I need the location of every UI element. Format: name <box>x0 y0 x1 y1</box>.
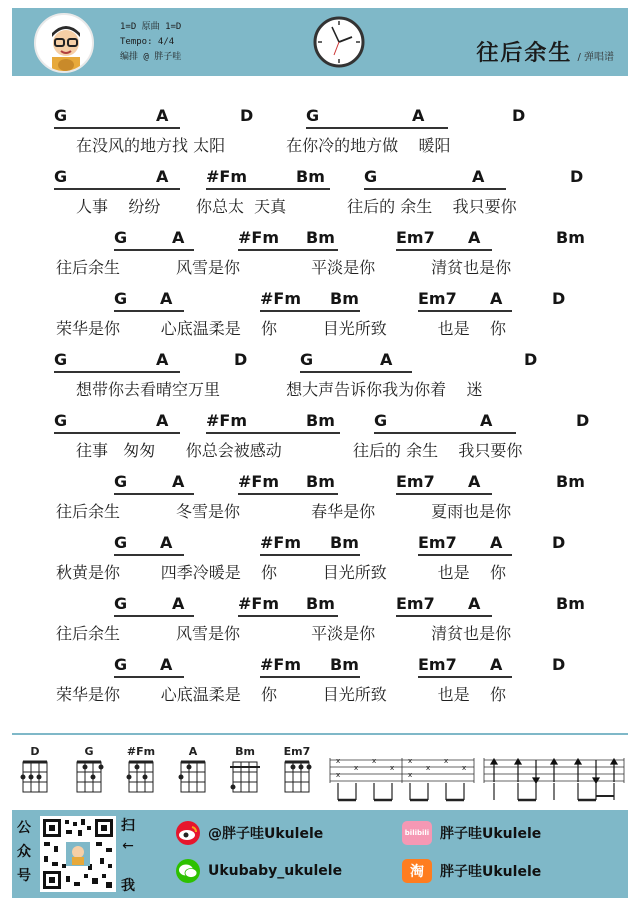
song-subtitle: / 弹唱谱 <box>577 52 614 63</box>
chord-underline <box>206 188 330 190</box>
chord-sheet <box>0 107 640 717</box>
chord-label: Em7 <box>396 594 435 613</box>
chord-label: Bm <box>330 533 359 552</box>
avatar-cartoon <box>34 13 94 73</box>
bilibili-link[interactable] <box>402 821 541 845</box>
picking-pattern-tab <box>328 756 476 804</box>
social-footer <box>12 810 628 898</box>
weibo-icon <box>176 821 200 845</box>
chord-label: G <box>374 411 388 430</box>
chord-label: A <box>380 350 393 369</box>
chord-underline <box>114 310 184 312</box>
chord-label: Bm <box>556 594 585 613</box>
chord-label: Em7 <box>418 289 457 308</box>
lyric-text: 往后余生 冬雪是你 春华是你 夏雨也是你 <box>56 502 512 521</box>
chord-label: Bm <box>306 594 335 613</box>
chord-label: #Fm <box>238 228 280 247</box>
chord-label: Bm <box>306 472 335 491</box>
chord-label: Bm <box>330 655 359 674</box>
lyric-line <box>0 290 640 351</box>
chord-label: #Fm <box>238 472 280 491</box>
chord-label: A <box>468 228 481 247</box>
chord-label: D <box>512 106 526 125</box>
taobao-link[interactable] <box>402 859 541 883</box>
chord-label: A <box>490 289 503 308</box>
chord-label: Bm <box>306 411 335 430</box>
chord-underline <box>238 615 338 617</box>
svg-text:x: x <box>444 757 449 765</box>
chord-label: D <box>240 106 254 125</box>
lyric-line <box>0 656 640 717</box>
svg-text:x: x <box>336 771 341 779</box>
chord-underline <box>54 432 180 434</box>
chord-underline <box>114 615 194 617</box>
svg-text:x: x <box>390 764 395 772</box>
chord-label: D <box>570 167 584 186</box>
lyric-text: 往后余生 风雪是你 平淡是你 清贫也是你 <box>56 258 512 277</box>
chord-underline <box>114 249 194 251</box>
chord-label: G <box>114 228 128 247</box>
chord-label: D <box>524 350 538 369</box>
svg-text:x: x <box>408 771 413 779</box>
chord-label: #Fm <box>238 594 280 613</box>
chord-label: Bm <box>306 228 335 247</box>
lyric-text: 在没风的地方找 太阳 在你冷的地方做 暖阳 <box>76 136 451 155</box>
chord-diagram-d <box>18 745 52 802</box>
chord-label: A <box>468 594 481 613</box>
chord-diagram-fsharp-m <box>124 745 158 802</box>
weibo-link[interactable] <box>176 821 323 845</box>
chord-label: A <box>160 655 173 674</box>
chord-underline <box>114 493 194 495</box>
chord-label: A <box>172 594 185 613</box>
svg-text:x: x <box>336 757 341 765</box>
chord-label: A <box>156 350 169 369</box>
bilibili-handle: 胖子哇Ukulele <box>440 826 542 842</box>
lyric-line <box>0 473 640 534</box>
section-divider <box>12 733 628 735</box>
taobao-handle: 胖子哇Ukulele <box>440 864 542 880</box>
chord-underline <box>114 554 184 556</box>
lyric-text: 荣华是你 心底温柔是 你 目光所致 也是 你 <box>56 685 507 704</box>
chord-label: A <box>490 655 503 674</box>
chord-underline <box>238 249 338 251</box>
chord-diagram-a <box>176 745 210 802</box>
chord-label: #Fm <box>260 289 302 308</box>
lyric-text: 往事 匆匆 你总会被感动 往后的 余生 我只要你 <box>76 441 523 460</box>
chord-underline <box>396 615 492 617</box>
chord-label: Em7 <box>418 533 457 552</box>
lyric-text: 秋黄是你 四季冷暖是 你 目光所致 也是 你 <box>56 563 507 582</box>
chord-label: A <box>160 533 173 552</box>
chord-label: A <box>472 167 485 186</box>
scan-me-label: 扫 ← 我 <box>121 818 135 894</box>
wechat-icon <box>176 859 200 883</box>
chord-label: D <box>576 411 590 430</box>
chord-label: G <box>364 167 378 186</box>
chord-underline <box>54 371 180 373</box>
svg-text:x: x <box>372 757 377 765</box>
chord-underline <box>54 188 180 190</box>
weibo-handle: @胖子哇Ukulele <box>208 826 324 842</box>
chord-label: A <box>156 167 169 186</box>
chord-label: Bm <box>556 472 585 491</box>
chord-label: A <box>490 533 503 552</box>
chord-label: A <box>160 289 173 308</box>
chord-underline <box>418 554 512 556</box>
chord-underline <box>418 676 512 678</box>
official-account-label: 公 众 号 <box>17 820 31 884</box>
chord-underline <box>238 493 338 495</box>
chord-label: D <box>552 533 566 552</box>
chord-underline <box>206 432 340 434</box>
chord-label: #Fm <box>260 533 302 552</box>
chord-label: A <box>172 228 185 247</box>
strumming-pattern-tab <box>482 756 626 804</box>
song-title: 往后余生 <box>476 41 573 66</box>
chord-underline <box>396 249 492 251</box>
chord-underline <box>260 310 360 312</box>
svg-text:x: x <box>426 764 431 772</box>
chord-underline <box>114 676 184 678</box>
chord-underline <box>306 127 448 129</box>
svg-text:x: x <box>354 764 359 772</box>
chord-label: A <box>172 472 185 491</box>
chord-diagram-label: #Fm <box>126 745 156 758</box>
key-info: 1=D 原曲 1=D <box>120 22 182 32</box>
chord-diagram-row <box>14 745 324 805</box>
lyric-text: 想带你去看晴空万里 想大声告诉你我为你着 迷 <box>76 380 483 399</box>
chord-underline <box>260 676 360 678</box>
chord-label: D <box>552 289 566 308</box>
bilibili-icon: bilibili <box>402 821 432 845</box>
lyric-text: 人事 纷纷 你总太 天真 往后的 余生 我只要你 <box>76 197 517 216</box>
chord-label: #Fm <box>260 655 302 674</box>
chord-underline <box>396 493 492 495</box>
chord-label: D <box>552 655 566 674</box>
chord-diagram-em7 <box>280 745 314 802</box>
chord-label: Bm <box>296 167 325 186</box>
lyric-line <box>0 412 640 473</box>
chord-diagram-label: Em7 <box>283 745 311 758</box>
chord-label: Em7 <box>396 472 435 491</box>
chord-label: G <box>54 106 68 125</box>
chord-label: A <box>412 106 425 125</box>
chord-label: A <box>468 472 481 491</box>
lyric-line <box>0 107 640 168</box>
header-bar <box>12 8 628 76</box>
chord-diagram-label: A <box>188 745 198 758</box>
chord-label: #Fm <box>206 167 248 186</box>
chord-label: A <box>156 106 169 125</box>
lyric-text: 往后余生 风雪是你 平淡是你 清贫也是你 <box>56 624 512 643</box>
chord-underline <box>418 310 512 312</box>
chord-label: G <box>54 350 68 369</box>
chord-underline <box>374 432 516 434</box>
chord-underline <box>300 371 412 373</box>
wechat-handle: Ukubaby_ukulele <box>208 863 343 879</box>
chord-label: Bm <box>330 289 359 308</box>
lyric-line <box>0 168 640 229</box>
lyric-line <box>0 534 640 595</box>
arranger-info: 编排 @ 胖子哇 <box>120 52 182 62</box>
chord-label: #Fm <box>206 411 248 430</box>
chord-label: G <box>300 350 314 369</box>
tempo-info: Tempo: 4/4 <box>120 37 175 47</box>
chord-label: G <box>114 472 128 491</box>
lyric-text: 荣华是你 心底温柔是 你 目光所致 也是 你 <box>56 319 507 338</box>
chord-label: A <box>480 411 493 430</box>
chord-underline <box>54 127 180 129</box>
chord-underline <box>364 188 506 190</box>
chord-label: G <box>114 289 128 308</box>
chord-label: Em7 <box>396 228 435 247</box>
chord-label: G <box>306 106 320 125</box>
chord-label: D <box>234 350 248 369</box>
chord-diagram-g <box>72 745 106 802</box>
chord-label: Em7 <box>418 655 457 674</box>
chord-diagram-label: G <box>84 745 94 758</box>
lyric-line <box>0 351 640 412</box>
chord-label: Bm <box>556 228 585 247</box>
chord-label: G <box>54 167 68 186</box>
chord-diagram-label: Bm <box>235 745 255 758</box>
svg-text:x: x <box>462 764 467 772</box>
chord-label: A <box>156 411 169 430</box>
lyric-line <box>0 229 640 290</box>
chord-label: G <box>54 411 68 430</box>
chord-underline <box>260 554 360 556</box>
chord-diagram-bm <box>228 745 262 802</box>
wechat-link[interactable] <box>176 859 342 883</box>
lyric-line <box>0 595 640 656</box>
chord-label: G <box>114 533 128 552</box>
taobao-icon: 淘 <box>402 859 432 883</box>
chord-diagram-label: D <box>30 745 40 758</box>
clock-icon <box>312 15 366 69</box>
chord-label: G <box>114 594 128 613</box>
qr-code[interactable] <box>40 816 116 892</box>
chord-label: G <box>114 655 128 674</box>
svg-text:x: x <box>408 757 413 765</box>
